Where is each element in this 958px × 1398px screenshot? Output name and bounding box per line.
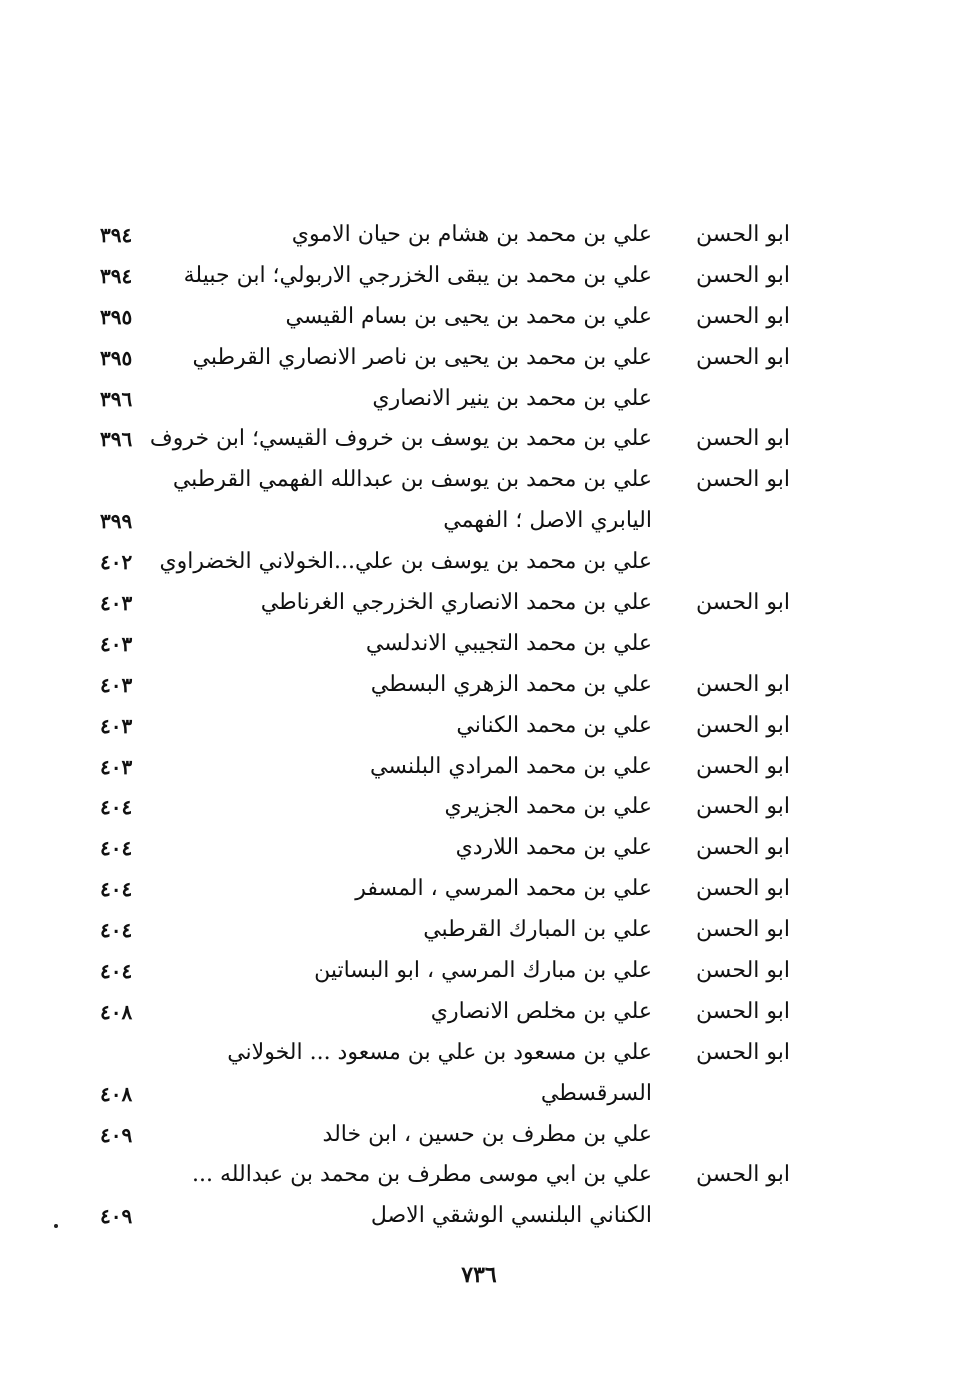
entry-name: علي بن محمد الزهري البسطي — [370, 671, 652, 697]
entry-page-number: ٣٩٤ — [100, 263, 133, 288]
entry-kunya: ابو الحسن — [696, 794, 790, 820]
index-entry — [100, 951, 800, 992]
entry-name: علي بن محمد الكناني — [456, 712, 652, 738]
entry-kunya: ابو الحسن — [696, 344, 790, 370]
entry-page-number: ٣٩٥ — [100, 345, 133, 370]
entry-page-number: ٣٩٩ — [100, 509, 133, 534]
entry-page-number: ٤٠٣ — [100, 713, 133, 738]
entry-name: علي بن ابي موسى مطرف بن محمد بن عبدالله ... — [191, 1162, 652, 1188]
entry-name: علي بن المبارك القرطبي — [423, 917, 652, 943]
entry-name: علي بن محمد بن يوسف بن عبدالله الفهمي القرطبي — [172, 467, 652, 493]
entry-page-number: ٤٠٣ — [100, 631, 133, 656]
entry-kunya: ابو الحسن — [696, 753, 790, 779]
index-entry — [100, 665, 800, 706]
index-entry — [100, 992, 800, 1033]
entry-name: علي بن محمد اللاردي — [455, 835, 652, 861]
entry-name: السرقسطي — [540, 1080, 652, 1106]
index-entry — [100, 379, 800, 420]
entry-kunya: ابو الحسن — [696, 590, 790, 616]
page-number: ٧٣٦ — [461, 1262, 497, 1288]
entry-name: علي بن مطرف بن حسين ، ابن خالد — [322, 1121, 652, 1147]
entry-name: الكناني البلنسي الوشقي الاصل — [370, 1203, 652, 1229]
entry-kunya: ابو الحسن — [696, 958, 790, 984]
index-entry — [100, 501, 800, 542]
entry-page-number: ٤٠٤ — [100, 918, 133, 943]
entry-name: علي بن محمد المرسي ، المسفر — [355, 876, 652, 902]
index-entry — [100, 542, 800, 583]
entry-page-number: ٤٠٨ — [100, 999, 133, 1024]
entry-name: علي بن محمد بن يحيى بن ناصر الانصاري القرطبي — [192, 344, 652, 370]
index-entry — [100, 828, 800, 869]
entry-page-number: ٣٩٤ — [100, 223, 133, 247]
index-entry — [100, 1196, 800, 1237]
entry-name: علي بن محمد بن يحيى بن بسام القيسي — [285, 303, 652, 329]
entry-kunya: ابو الحسن — [696, 467, 790, 493]
entry-page-number: ٤٠٣ — [100, 754, 133, 779]
index-entry — [100, 460, 800, 501]
index-entry — [100, 1074, 800, 1115]
entry-page-number: ٣٩٦ — [100, 386, 133, 411]
entry-name: علي بن محمد بن يوسف بن علي...الخولاني الخضراوي — [159, 549, 652, 575]
entry-kunya: ابو الحسن — [696, 998, 790, 1024]
entry-kunya: ابو الحسن — [696, 712, 790, 738]
index-entry — [100, 910, 800, 951]
index-entry — [100, 869, 800, 910]
entry-name: علي بن محمد الانصاري الخزرجي الغرناطي — [260, 590, 652, 616]
entry-page-number: ٤٠٢ — [100, 550, 133, 575]
entry-name: اليابري الاصل ؛ الفهمي — [443, 508, 652, 534]
entry-page-number: ٤٠٤ — [100, 836, 133, 861]
entry-page-number: ٤٠٩ — [100, 1204, 133, 1229]
index-entry — [100, 787, 800, 828]
entry-name: علي بن مسعود بن علي بن مسعود ... الخولاني — [227, 1039, 652, 1065]
entry-kunya: ابو الحسن — [696, 917, 790, 943]
index-entry — [100, 706, 800, 747]
entry-page-number: ٤٠٤ — [100, 877, 133, 902]
page-speck — [54, 1224, 58, 1228]
entry-name: علي بن مبارك المرسي ، ابو البساتين — [314, 958, 652, 984]
entry-name: علي بن محمد بن يبقى الخزرجي الاربولي؛ ابن جبيلة — [183, 262, 652, 288]
index-entry — [100, 419, 800, 460]
entry-kunya: ابو الحسن — [696, 426, 790, 452]
entry-page-number: ٣٩٦ — [100, 427, 133, 452]
entry-page-number: ٤٠٤ — [100, 959, 133, 984]
index-entry — [100, 1115, 800, 1156]
entry-name: علي بن محمد الجزيري — [444, 794, 652, 820]
entry-name: علي بن محمد بن ينير الانصاري — [372, 385, 652, 411]
index-entry — [100, 624, 800, 665]
index-entry — [100, 747, 800, 788]
entry-kunya: ابو الحسن — [696, 262, 790, 288]
index-entry — [100, 297, 800, 338]
entry-name: علي بن محمد بن يوسف بن خروف القيسي؛ ابن خروف — [149, 426, 652, 452]
entry-kunya: ابو الحسن — [696, 303, 790, 329]
index-entry — [100, 1155, 800, 1196]
index-entry — [100, 583, 800, 624]
index-entry — [100, 215, 800, 256]
entry-page-number: ٣٩٥ — [100, 304, 133, 329]
entry-name: علي بن مخلص الانصاري — [430, 998, 652, 1024]
index-entry — [100, 1033, 800, 1074]
entry-page-number: ٤٠٣ — [100, 672, 133, 697]
entry-page-number: ٤٠٣ — [100, 591, 133, 616]
entry-page-number: ٤٠٩ — [100, 1122, 133, 1147]
entry-kunya: ابو الحسن — [696, 1162, 790, 1188]
entry-name: علي بن محمد المرادي البلنسي — [370, 753, 652, 779]
index-entry — [100, 256, 800, 297]
entry-kunya: ابو الحسن — [696, 835, 790, 861]
name-index-list — [100, 215, 800, 1237]
entry-name: علي بن محمد بن هشام بن حيان الاموي — [291, 222, 652, 247]
index-entry — [100, 338, 800, 379]
entry-kunya: ابو الحسن — [696, 671, 790, 697]
entry-page-number: ٤٠٤ — [100, 795, 133, 820]
entry-name: علي بن محمد التجيبي الاندلسي — [365, 630, 652, 656]
entry-kunya: ابو الحسن — [696, 876, 790, 902]
entry-page-number: ٤٠٨ — [100, 1081, 133, 1106]
entry-kunya: ابو الحسن — [696, 1039, 790, 1065]
entry-kunya: ابو الحسن — [696, 222, 790, 247]
